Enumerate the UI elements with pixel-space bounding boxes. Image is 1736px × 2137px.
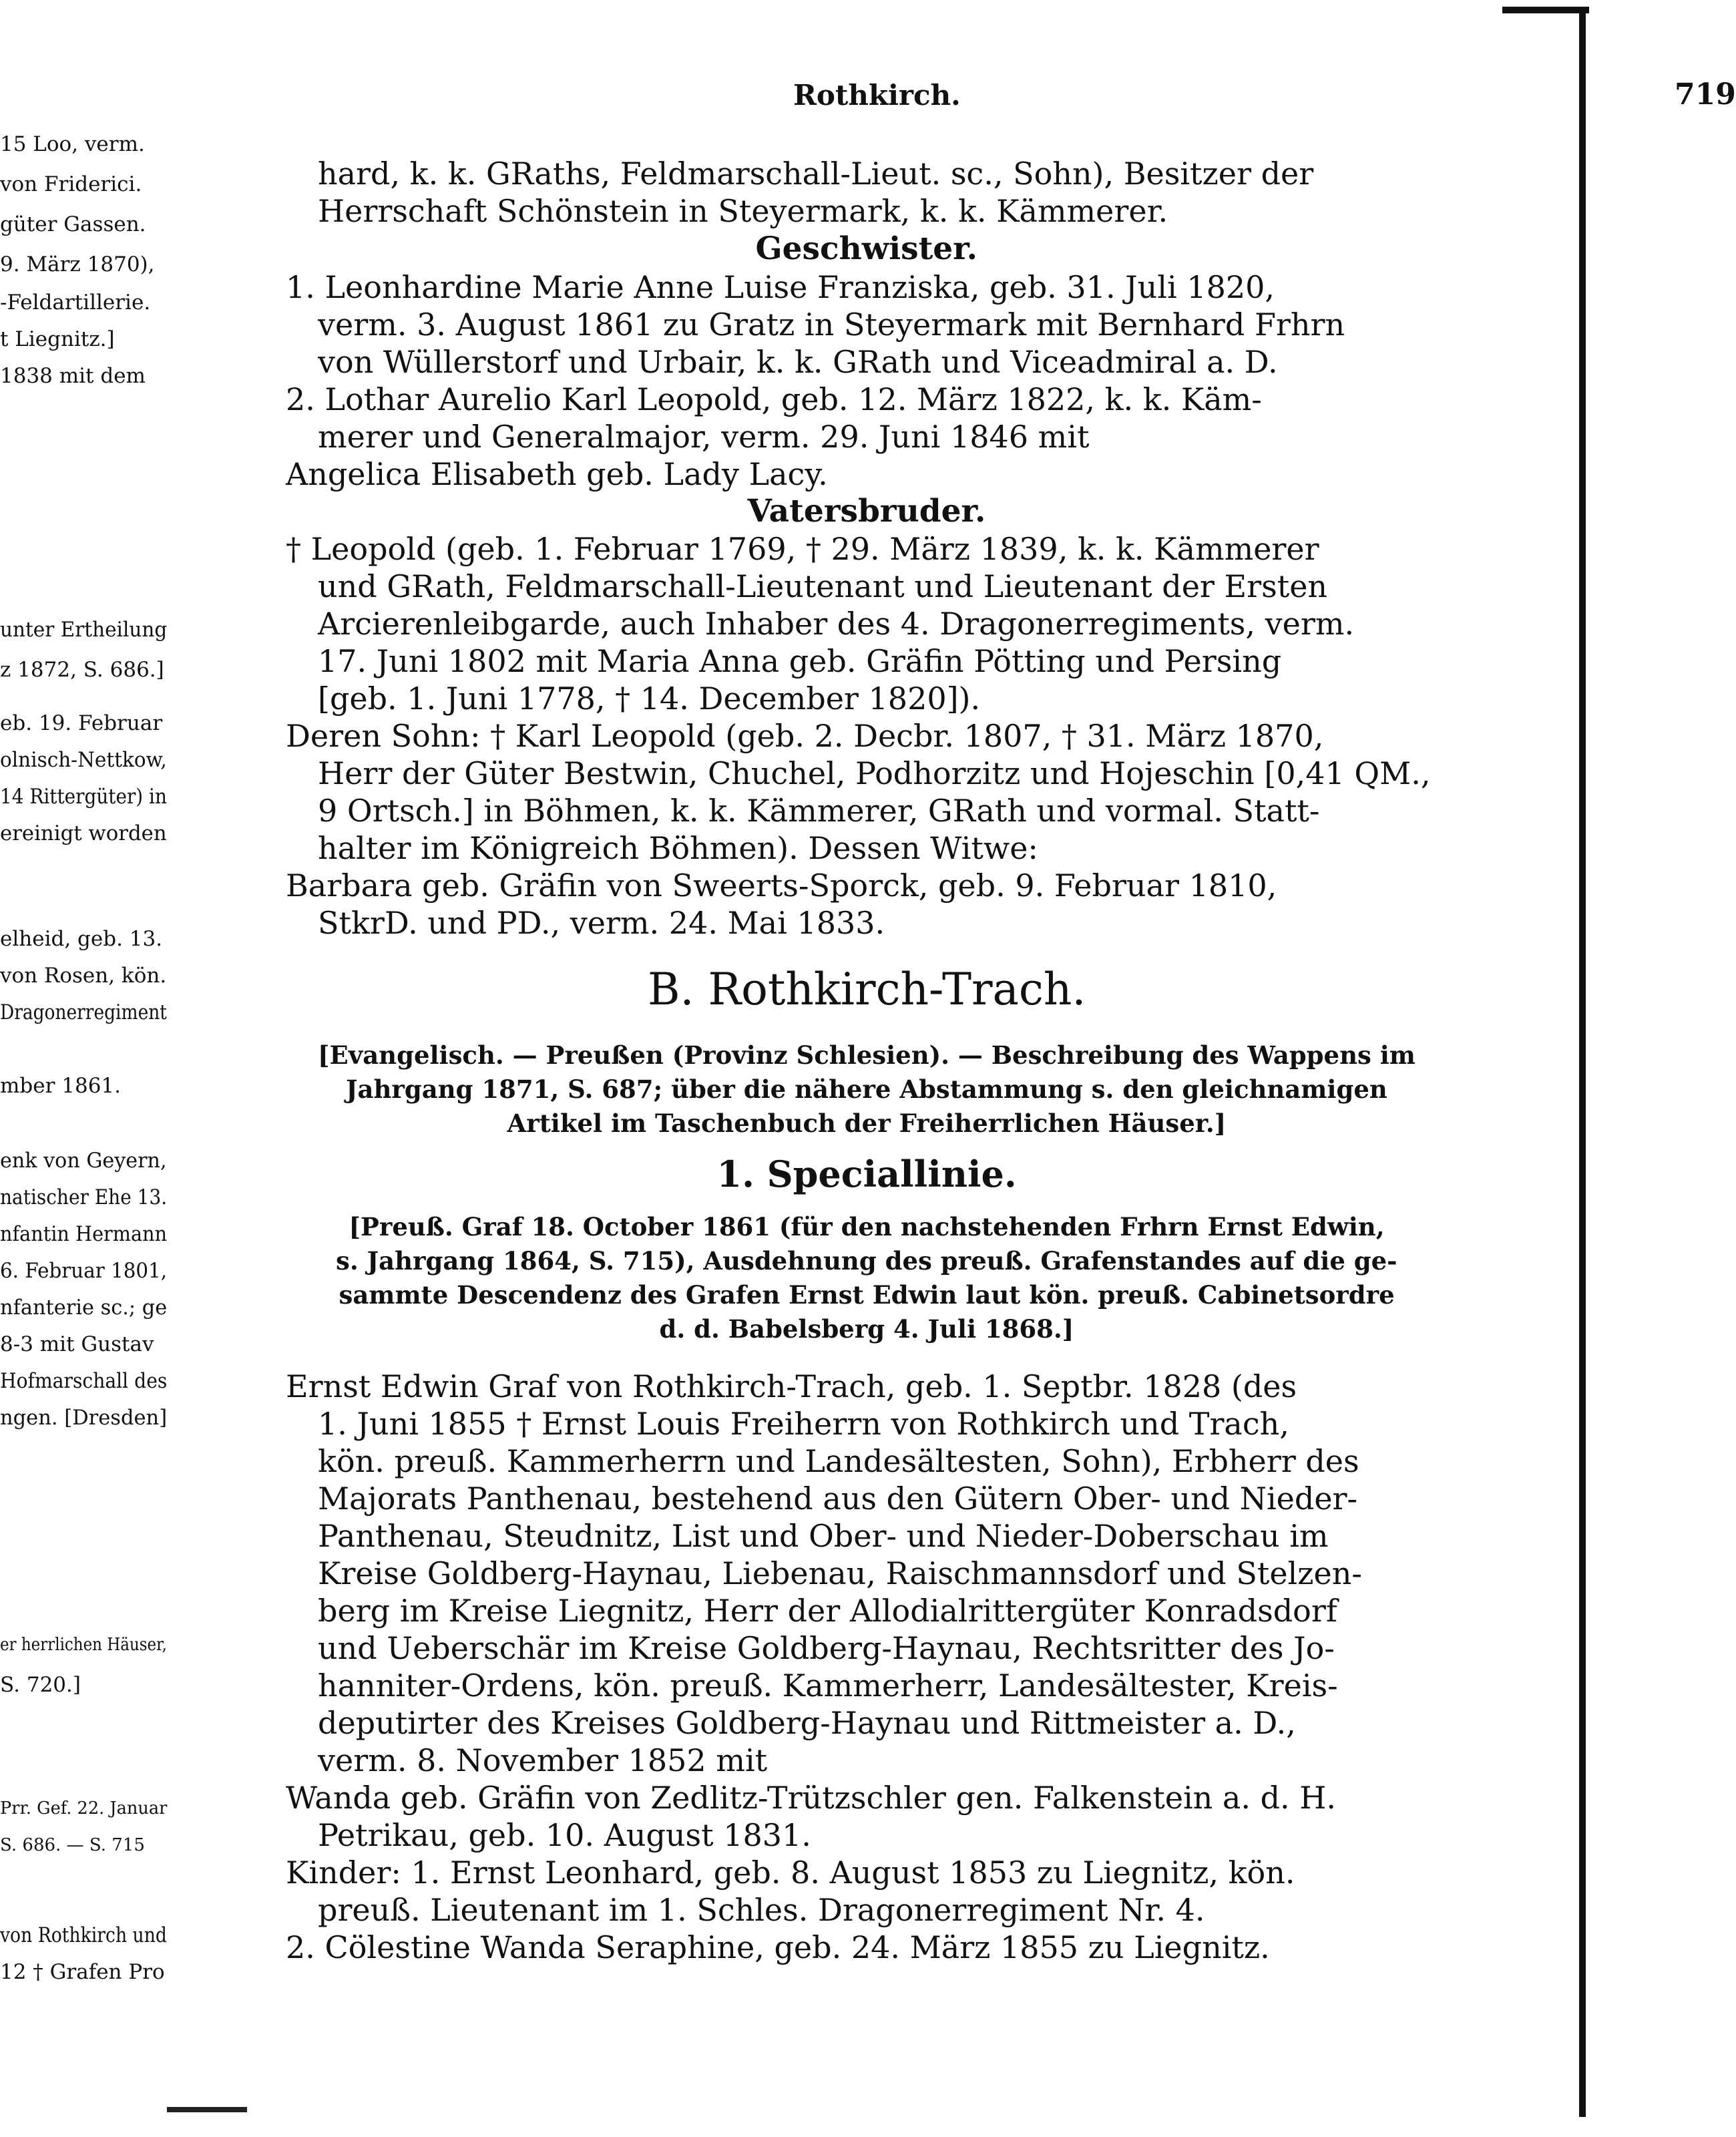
text-line: Kinder: 1. Ernst Leonhard, geb. 8. August 1853 zu Liegnitz, kön.: [286, 1855, 1295, 1891]
margin-fragment: von Friderici.: [0, 172, 142, 196]
text-line: [Evangelisch. — Preußen (Provinz Schlesien). — Beschreibung des Wappens im: [318, 1040, 1416, 1070]
text-line: StkrD. und PD., verm. 24. Mai 1833.: [318, 905, 885, 941]
margin-fragment: elheid, geb. 13.: [0, 927, 163, 951]
margin-fragment: t Liegnitz.]: [0, 327, 115, 351]
text-line: preuß. Lieutenant im 1. Schles. Dragonerregiment Nr. 4.: [318, 1892, 1205, 1928]
heading-geschwister: Geschwister.: [755, 230, 978, 267]
margin-fragment: ereinigt worden: [0, 821, 167, 845]
text-line: 9 Ortsch.] in Böhmen, k. k. Kämmerer, GRath und vormal. Statt-: [318, 793, 1320, 829]
text-line: [Preuß. Graf 18. October 1861 (für den nachstehenden Frhrn Ernst Edwin,: [349, 1212, 1385, 1241]
margin-fragment: nfanterie sc.; ge: [0, 1296, 168, 1320]
text-line: von Wüllerstorf und Urbair, k. k. GRath und Viceadmiral a. D.: [318, 344, 1278, 380]
text-line: 17. Juni 1802 mit Maria Anna geb. Gräfin Pötting und Persing: [318, 643, 1282, 679]
text-line: s. Jahrgang 1864, S. 715), Ausdehnung des preuß. Grafenstandes auf die ge-: [336, 1246, 1397, 1276]
text-line: d. d. Babelsberg 4. Juli 1868.]: [659, 1314, 1074, 1344]
text-line: Petrikau, geb. 10. August 1831.: [318, 1817, 811, 1853]
margin-fragment: 15 Loo, verm.: [0, 132, 145, 156]
margin-fragment: unter Ertheilung: [0, 618, 168, 642]
margin-fragment: von Rothkirch und: [0, 1923, 167, 1947]
margin-fragment: 12 † Grafen Pro: [0, 1960, 165, 1984]
margin-fragment: er herrlichen Häuser,: [0, 1635, 167, 1655]
margin-fragment: ngen. [Dresden]: [0, 1406, 168, 1430]
margin-fragment: 6. Februar 1801,: [0, 1259, 168, 1283]
text-line: Majorats Panthenau, bestehend aus den Gütern Ober- und Nieder-: [318, 1481, 1358, 1517]
section-title-b: B. Rothkirch-Trach.: [648, 964, 1086, 1015]
text-line: deputirter des Kreises Goldberg-Haynau und Rittmeister a. D.,: [318, 1705, 1296, 1741]
text-line: und Ueberschär im Kreise Goldberg-Haynau, Rechtsritter des Jo-: [318, 1630, 1335, 1666]
margin-fragment: Dragonerregiment: [0, 1000, 167, 1024]
text-line: verm. 8. November 1852 mit: [318, 1742, 768, 1778]
previous-page-margin: [0, 0, 170, 2137]
text-line: † Leopold (geb. 1. Februar 1769, † 29. März 1839, k. k. Kämmerer: [286, 531, 1319, 567]
scan-border-right: [1579, 7, 1586, 2117]
text-line: sammte Descendenz des Grafen Ernst Edwin laut kön. preuß. Cabinetsordre: [339, 1280, 1395, 1310]
text-line: Kreise Goldberg-Haynau, Liebenau, Raischmannsdorf und Stelzen-: [318, 1555, 1362, 1591]
text-line: berg im Kreise Liegnitz, Herr der Allodialrittergüter Konradsdorf: [318, 1593, 1337, 1629]
text-line: halter im Königreich Böhmen). Dessen Witwe:: [318, 830, 1038, 866]
margin-fragment: Prr. Gef. 22. Januar: [0, 1798, 168, 1818]
text-line: kön. preuß. Kammerherrn und Landesältesten, Sohn), Erbherr des: [318, 1443, 1359, 1479]
margin-fragment: natischer Ehe 13.: [0, 1185, 168, 1209]
text-line: und GRath, Feldmarschall-Lieutenant und Lieutenant der Ersten: [318, 568, 1328, 604]
text-line: merer und Generalmajor, verm. 29. Juni 1846 mit: [318, 419, 1090, 455]
text-line: Barbara geb. Gräfin von Sweerts-Sporck, geb. 9. Februar 1810,: [286, 867, 1277, 904]
margin-fragment: enk von Geyern,: [0, 1149, 167, 1173]
text-line: Angelica Elisabeth geb. Lady Lacy.: [286, 456, 828, 492]
margin-fragment: nfantin Hermann: [0, 1222, 168, 1246]
text-line: Herr der Güter Bestwin, Chuchel, Podhorzitz und Hojeschin [0,41 QM.,: [318, 755, 1431, 791]
text-line: 2. Cölestine Wanda Seraphine, geb. 24. März 1855 zu Liegnitz.: [286, 1929, 1270, 1965]
margin-fragment: eb. 19. Februar: [0, 711, 163, 735]
margin-fragment: S. 720.]: [0, 1673, 81, 1697]
text-line: 2. Lothar Aurelio Karl Leopold, geb. 12. März 1822, k. k. Käm-: [286, 381, 1262, 417]
margin-fragment: -Feldartillerie.: [0, 290, 151, 315]
text-line: Artikel im Taschenbuch der Freiherrlichen Häuser.]: [507, 1109, 1227, 1138]
text-line: 1. Juni 1855 † Ernst Louis Freiherrn von Rothkirch und Trach,: [318, 1406, 1289, 1442]
text-line: Arcierenleibgarde, auch Inhaber des 4. Dragonerregiments, verm.: [318, 606, 1355, 642]
text-line: hanniter-Ordens, kön. preuß. Kammerherr, Landesältester, Kreis-: [318, 1668, 1338, 1704]
text-line: Deren Sohn: † Karl Leopold (geb. 2. Decbr. 1807, † 31. März 1870,: [286, 718, 1324, 754]
text-line: Ernst Edwin Graf von Rothkirch-Trach, geb. 1. Septbr. 1828 (des: [286, 1368, 1297, 1404]
running-head: Rothkirch.: [793, 79, 961, 112]
text-line: Wanda geb. Gräfin von Zedlitz-Trützschler gen. Falkenstein a. d. H.: [286, 1780, 1337, 1816]
margin-fragment: z 1872, S. 686.]: [0, 658, 164, 682]
margin-fragment: 14 Rittergüter) in: [0, 785, 167, 809]
heading-vatersbruder: Vatersbruder.: [747, 493, 986, 530]
margin-fragment: 1838 mit dem: [0, 364, 146, 388]
text-line: Panthenau, Steudnitz, List und Ober- und Nieder-Doberschau im: [318, 1518, 1329, 1554]
margin-fragment: mber 1861.: [0, 1074, 122, 1098]
margin-fragment: von Rosen, kön.: [0, 964, 167, 988]
margin-fragment: S. 686. — S. 715: [0, 1835, 145, 1855]
page-number: 719: [1675, 77, 1736, 112]
margin-fragment: Hofmarschall des: [0, 1369, 168, 1393]
text-line: [geb. 1. Juni 1778, † 14. December 1820]).: [318, 681, 981, 717]
text-line: Jahrgang 1871, S. 687; über die nähere Abstammung s. den gleichnamigen: [346, 1075, 1387, 1104]
subsection-title: 1. Speciallinie.: [716, 1153, 1017, 1195]
margin-fragment: güter Gassen.: [0, 212, 146, 236]
margin-fragment: 9. März 1870),: [0, 252, 155, 276]
text-line: 1. Leonhardine Marie Anne Luise Franziska, geb. 31. Juli 1820,: [286, 269, 1275, 305]
text-line: verm. 3. August 1861 zu Gratz in Steyermark mit Bernhard Frhrn: [318, 307, 1345, 343]
scan-border-top: [1502, 7, 1589, 13]
text-line: hard, k. k. GRaths, Feldmarschall-Lieut. sc., Sohn), Besitzer der: [318, 156, 1314, 192]
text-line: Herrschaft Schönstein in Steyermark, k. k. Kämmerer.: [318, 193, 1168, 229]
scan-mark: [167, 2107, 247, 2112]
margin-fragment: 8-3 mit Gustav: [0, 1332, 154, 1356]
margin-fragment: olnisch-Nettkow,: [0, 748, 167, 772]
